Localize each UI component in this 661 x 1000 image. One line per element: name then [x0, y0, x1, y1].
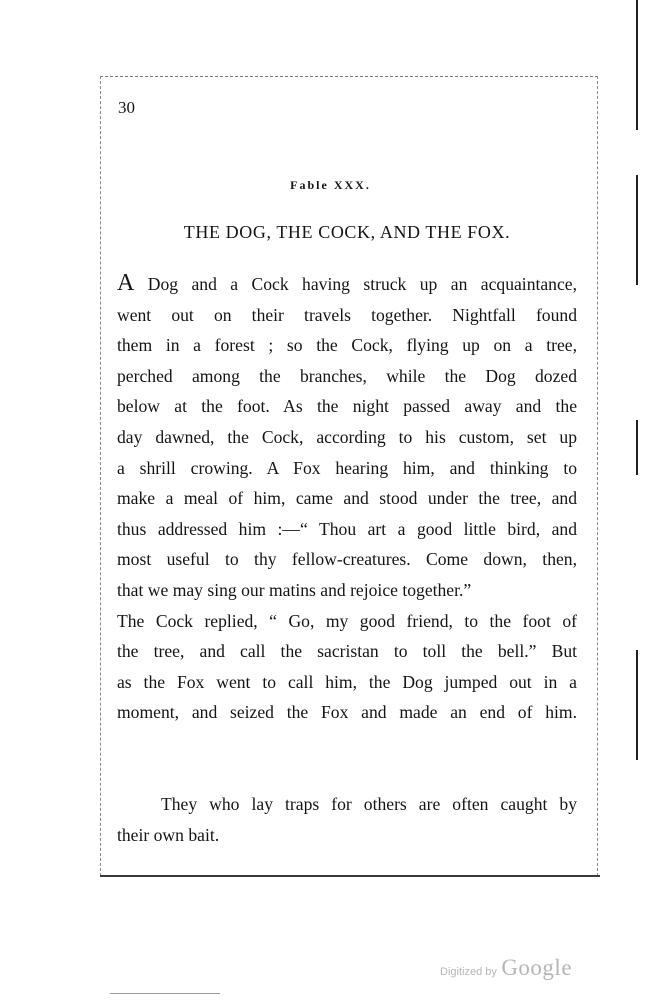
body-line: a shrill crowing. A Fox hearing him, and thinking to: [117, 457, 577, 478]
body-line: The Cock replied, “ Go, my good friend, to the foot of: [117, 610, 577, 631]
fable-moral: [117, 789, 577, 850]
page-number: 30: [118, 98, 135, 117]
moral-line: They who lay traps for others are often caught by: [161, 794, 577, 814]
body-line: moment, and seized the Fox and made an end of him.: [117, 702, 577, 723]
body-line: went out on their travels together. Nightfall found: [117, 304, 577, 325]
page-frame-right-rule: [597, 76, 598, 876]
page-frame-top-rule: [100, 76, 598, 77]
scan-edge-mark: [636, 0, 638, 130]
body-line: as the Fox went to call him, the Dog jumped out in a: [117, 671, 577, 692]
fable-number: Fable XXX.: [290, 178, 371, 192]
body-line: them in a forest ; so the Cock, flying up on a tree,: [117, 335, 577, 356]
page-frame-bottom-rule: [100, 875, 600, 877]
body-line: below at the foot. As the night passed away and the: [117, 396, 577, 417]
page-frame-left-rule: [100, 76, 101, 876]
body-line: perched among the branches, while the Dog dozed: [117, 365, 577, 386]
scan-edge-mark: [636, 420, 638, 475]
body-line: the tree, and call the sacristan to toll the bell.” But: [117, 641, 577, 662]
body-line: A Dog and a Cock having struck up an acquaintance,: [117, 270, 577, 296]
body-line: that we may sing our matins and rejoice together.”: [117, 579, 472, 600]
google-logo: Google: [501, 955, 573, 980]
digitized-watermark: [440, 955, 572, 981]
fable-body: [117, 269, 577, 728]
scan-edge-mark: [636, 650, 638, 760]
footer-rule: [110, 993, 220, 994]
watermark-prefix: Digitized by: [440, 966, 497, 978]
body-line: make a meal of him, came and stood under the tree, and: [117, 488, 577, 509]
body-line: most useful to thy fellow-creatures. Come down, then,: [117, 549, 577, 570]
fable-title: THE DOG, THE COCK, AND THE FOX.: [183, 222, 511, 242]
moral-line: their own bait.: [117, 824, 220, 845]
body-line: day dawned, the Cock, according to his custom, set up: [117, 426, 577, 447]
body-line: thus addressed him :—“ Thou art a good little bird, and: [117, 518, 577, 539]
drop-cap: A: [117, 270, 135, 296]
